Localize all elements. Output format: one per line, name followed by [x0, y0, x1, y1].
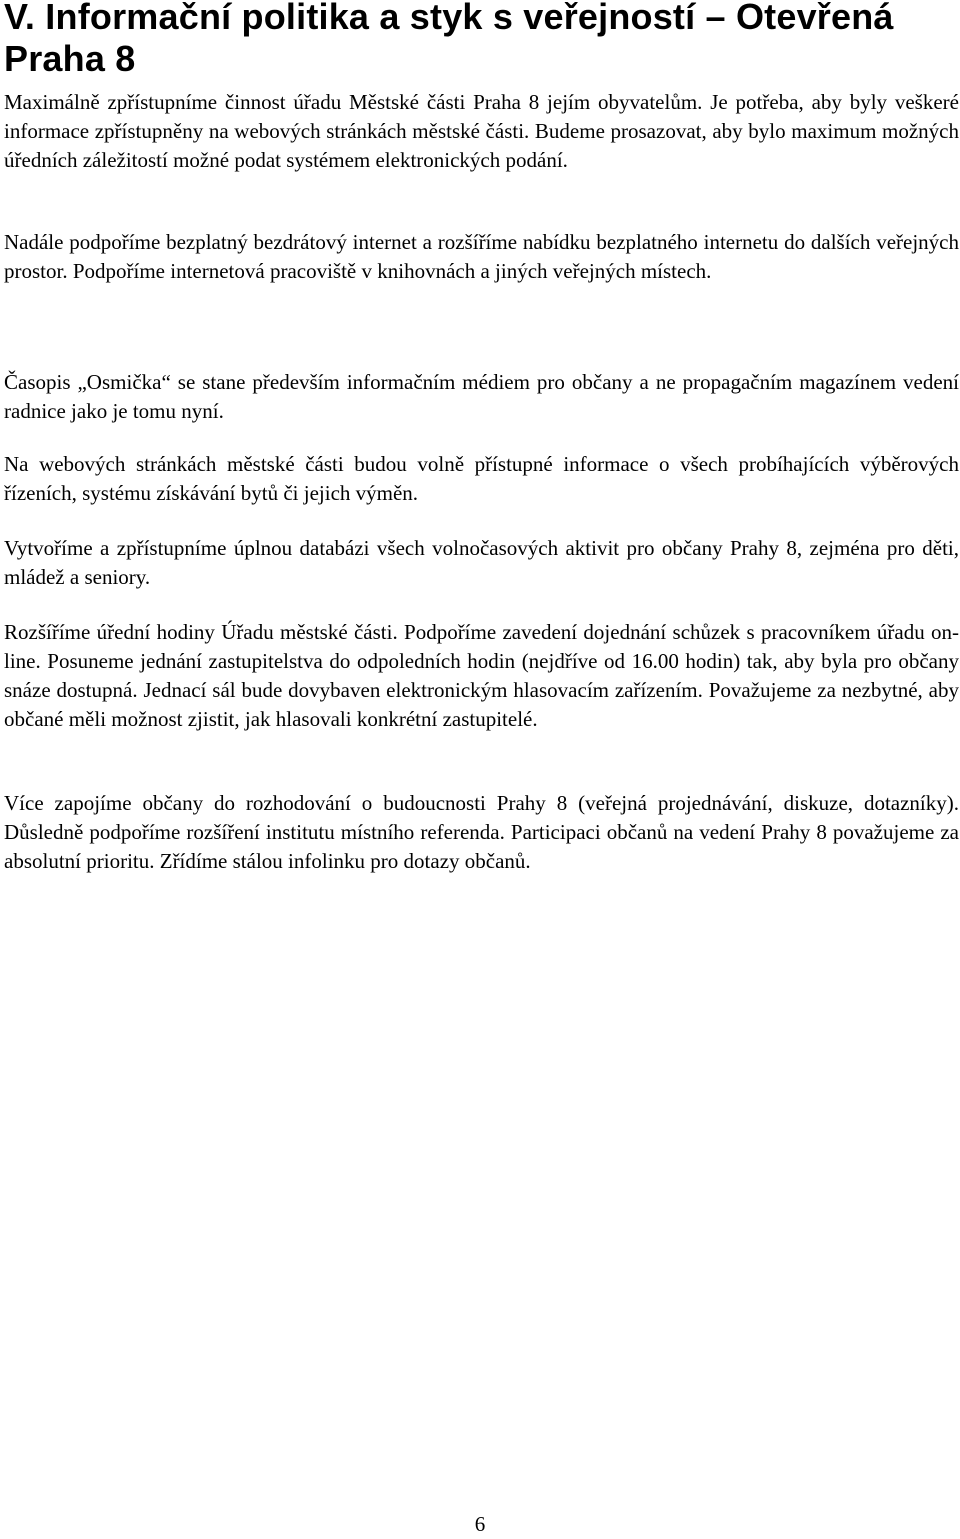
section-title: V. Informační politika a styk s veřejností – Otevřená Praha 8 — [4, 0, 894, 79]
paragraph-transparency: Maximálně zpřístupníme činnost úřadu Městské části Praha 8 jejím obyvatelům. Je potřeba, aby byly veškeré informace zpřístupněny na webových stránkách městské části. Budeme prosazovat, aby bylo maximum možných úředních záležitostí možné podat systémem elektronických podání. — [4, 90, 959, 172]
page-number: 6 — [474, 1512, 486, 1536]
paragraph-activities-database: Vytvoříme a zpřístupníme úplnou databázi všech volnočasových aktivit pro občany Prahy 8, zejména pro děti, mládež a seniory. — [4, 536, 959, 589]
paragraph-participation: Více zapojíme občany do rozhodování o budoucnosti Prahy 8 (veřejná projednávání, diskuze, dotazníky). Důsledně podpoříme rozšíření institutu místního referenda. Participaci občanů na vedení Prahy 8 považujeme za absolutní prioritu. Zřídíme stálou infolinku pro dotazy občanů. — [4, 791, 959, 873]
paragraph-tenders: Na webových stránkách městské části budou volně přístupné informace o všech probíhajících výběrových řízeních, systému získávání bytů či jejich výměn. — [4, 452, 959, 505]
paragraph-internet: Nadále podpoříme bezplatný bezdrátový internet a rozšíříme nabídku bezplatného internetu do dalších veřejných prostor. Podpoříme internetová pracoviště v knihovnách a jiných veřejných místech. — [4, 230, 959, 283]
paragraph-office-hours: Rozšíříme úřední hodiny Úřadu městské části. Podpoříme zavedení dojednání schůzek s pracovníkem úřadu on-line. Posuneme jednání zastupitelstva do odpoledních hodin (nejdříve od 16.00 hodin) tak, aby byla pro občany snáze dostupná. Jednací sál bude dovybaven elektronickým hlasovacím zařízením. Považujeme za nezbytné, aby občané měli možnost zjistit, jak hlasovali konkrétní zastupitelé. — [4, 620, 959, 731]
paragraph-magazine: Časopis „Osmička“ se stane především informačním médiem pro občany a ne propagačním magazínem vedení radnice jako je tomu nyní. — [4, 370, 959, 423]
